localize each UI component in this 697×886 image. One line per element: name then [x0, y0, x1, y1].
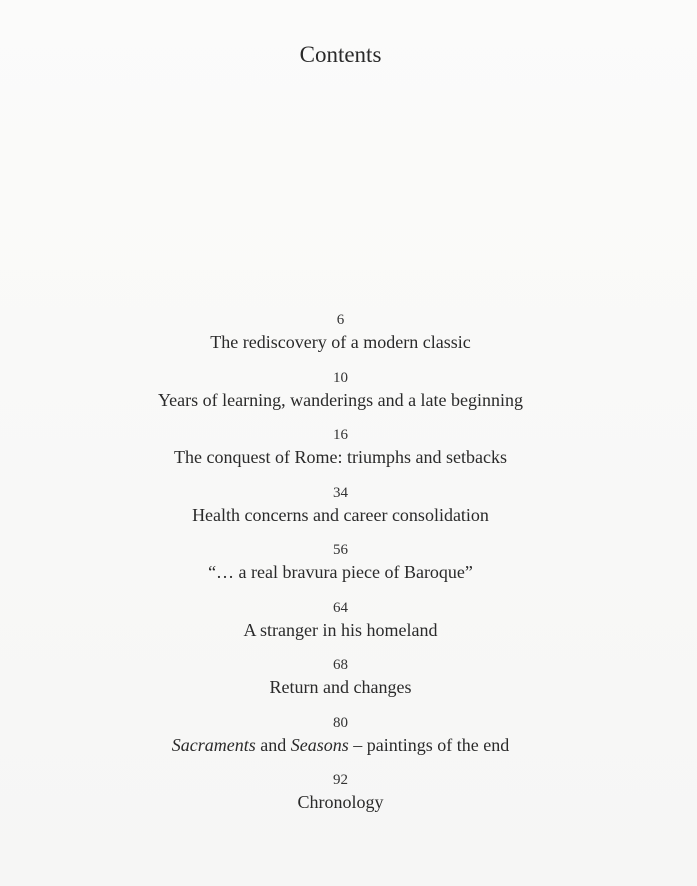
toc-title-italic-sacraments: Sacraments [171, 734, 256, 755]
toc-entry-title: The rediscovery of a modern classic [210, 332, 471, 352]
toc-entry-title: Return and changes [269, 677, 412, 697]
toc-title-text: and [255, 734, 291, 755]
toc-entry-title: The conquest of Rome: triumphs and setbacks [174, 447, 507, 467]
toc-entry[interactable] [0, 310, 681, 368]
toc-entry[interactable] [0, 540, 681, 598]
toc-page-number: 10 [333, 369, 348, 386]
toc-entry[interactable] [0, 368, 681, 426]
toc-entry-title [0, 733, 681, 757]
toc-page-number: 34 [333, 484, 348, 501]
toc-entry[interactable] [0, 655, 681, 713]
toc-title-text: – paintings of the end [348, 734, 510, 755]
toc-entry[interactable] [0, 483, 681, 541]
toc-page-number: 92 [333, 772, 348, 788]
page-title: Contents [299, 42, 382, 67]
toc-entry-title: Years of learning, wanderings and a late beginning [157, 389, 524, 410]
toc-entry[interactable] [0, 770, 681, 828]
toc-page-number: 68 [333, 657, 348, 673]
toc-title-italic-seasons: Seasons [290, 734, 349, 755]
toc-entry[interactable] [0, 425, 681, 483]
toc-page-number: 56 [333, 542, 348, 558]
toc-entry-title: Chronology [297, 792, 384, 812]
toc-entry-title: “… a real bravura piece of Baroque” [208, 562, 473, 582]
toc-entry[interactable] [0, 598, 681, 656]
toc-page-number: 80 [333, 714, 348, 731]
toc-entry-title: Health concerns and career consolidation [192, 504, 489, 525]
toc-page-number: 64 [333, 599, 348, 616]
toc-page-number: 6 [336, 312, 345, 328]
table-of-contents [0, 310, 681, 828]
toc-entry-title: A stranger in his homeland [243, 619, 438, 640]
toc-page-number: 16 [333, 427, 348, 443]
toc-entry[interactable] [0, 713, 681, 771]
